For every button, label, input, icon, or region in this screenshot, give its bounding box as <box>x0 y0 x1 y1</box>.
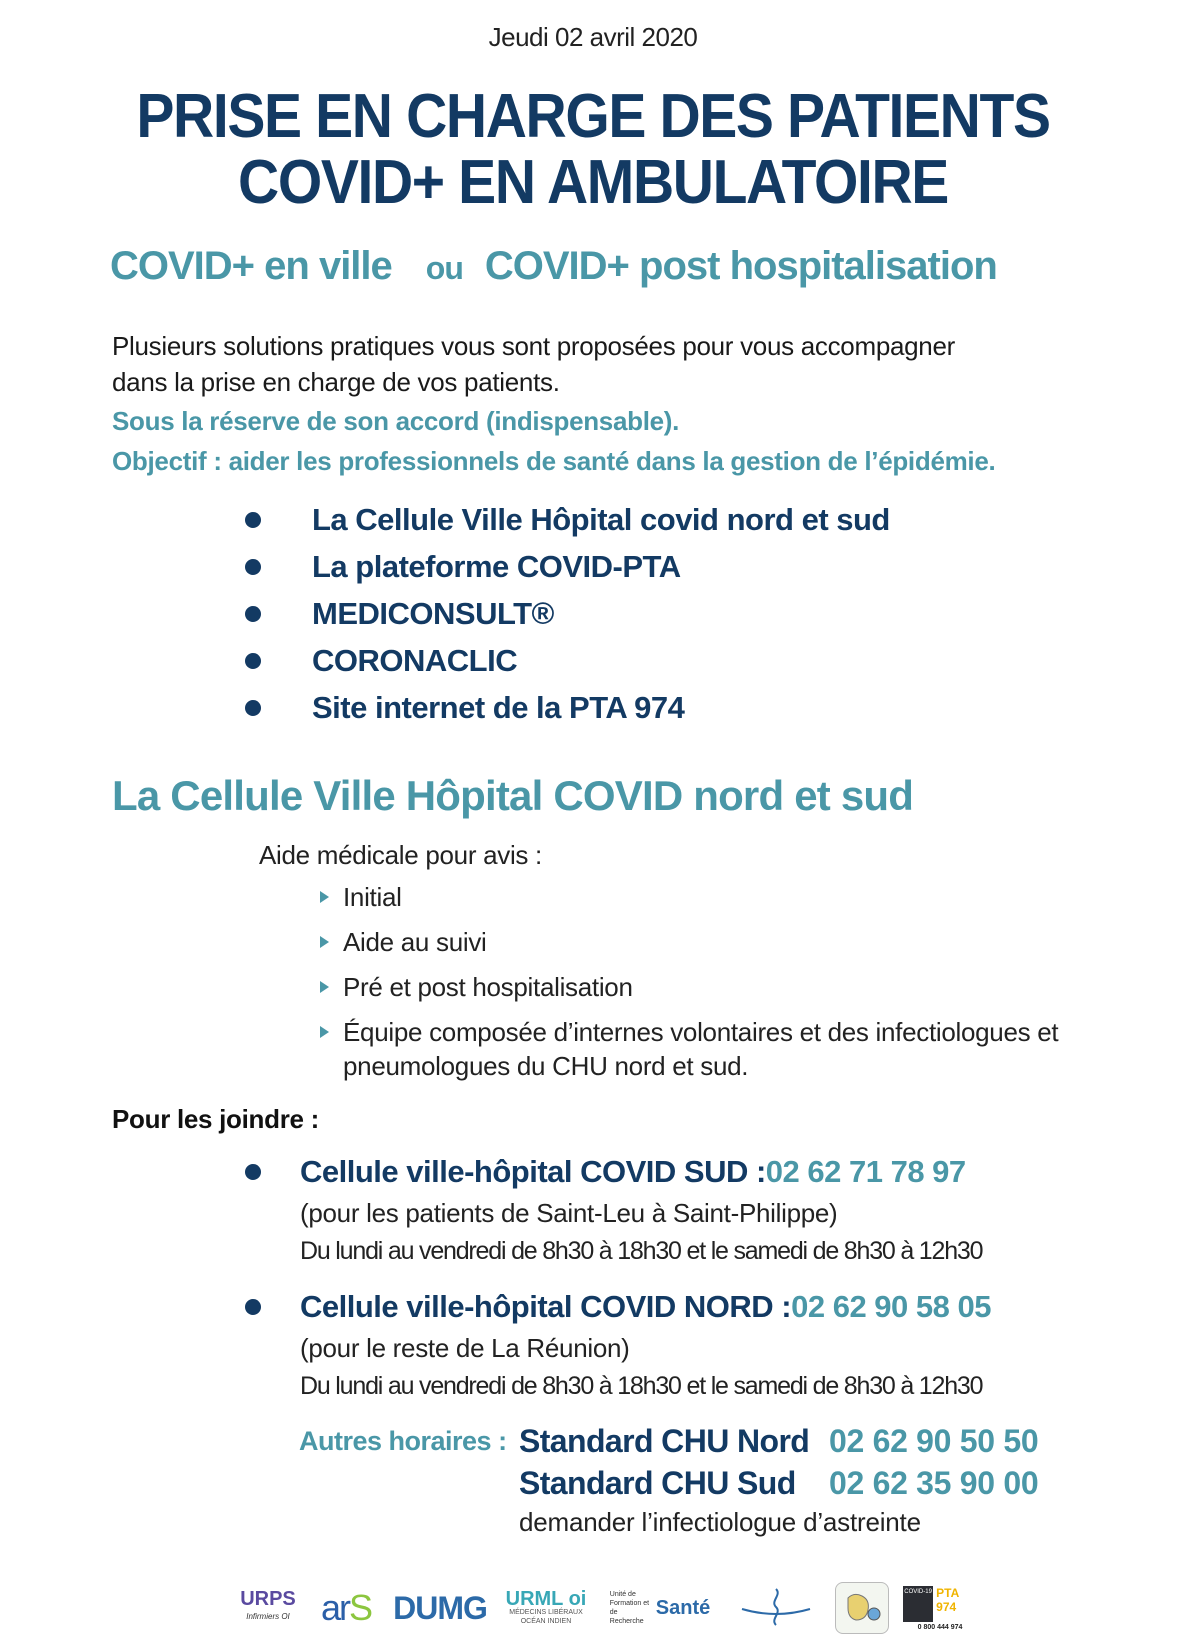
intro-line-2: dans la prise en charge de vos patients. <box>112 367 560 397</box>
other-hours-label: Autres horaires : <box>299 1425 507 1456</box>
intro-line-1: Plusieurs solutions pratiques vous sont proposées pour vous accompagner <box>112 331 955 361</box>
contact-sud-phone[interactable]: 02 62 71 78 97 <box>765 1154 966 1189</box>
document-date: Jeudi 02 avril 2020 <box>488 22 698 52</box>
ars-logo-s: S <box>349 1587 372 1628</box>
contact-nord-name: Cellule ville-hôpital COVID NORD : <box>300 1289 792 1324</box>
contact-nord <box>245 1285 991 1405</box>
pta-logo-phone: 0 800 444 974 <box>917 1623 963 1631</box>
contact-nord-hours: Du lundi au vendredi de 8h30 à 18h30 et le samedi de 8h30 à 12h30 <box>300 1372 983 1400</box>
section-title: La Cellule Ville Hôpital COVID nord et sud <box>112 772 914 819</box>
ufr-sante-logo <box>603 1590 717 1626</box>
triangle-bullet-icon <box>320 981 329 993</box>
main-title-line-1: PRISE EN CHARGE DES PATIENTS <box>136 82 1050 151</box>
standard-sud-phone[interactable]: 02 62 35 90 00 <box>829 1464 1039 1501</box>
aide-item <box>320 970 1063 1004</box>
contact-sud <box>245 1150 982 1270</box>
pta-logo-name: PTA 974 <box>936 1585 959 1614</box>
aide-item-label: Initial <box>343 882 402 912</box>
intro-objectif: Objectif : aider les professionnels de santé dans la gestion de l’épidémie. <box>112 446 996 476</box>
standard-sud-row <box>299 1462 1038 1504</box>
caduceus-icon <box>736 1585 816 1631</box>
bullet-icon <box>245 653 261 669</box>
aide-item <box>320 925 1063 959</box>
urml-logo-text: URML oi <box>505 1588 587 1610</box>
solution-label: La plateforme COVID-PTA <box>312 548 681 584</box>
ars-logo <box>315 1587 377 1629</box>
contact-nord-scope: (pour le reste de La Réunion) <box>300 1333 630 1363</box>
aide-list <box>320 880 1063 1094</box>
reunion-map-logo <box>835 1582 889 1634</box>
standard-nord-phone[interactable]: 02 62 90 50 50 <box>829 1422 1039 1459</box>
solution-label: La Cellule Ville Hôpital covid nord et sud <box>312 501 890 537</box>
standard-nord-row <box>299 1420 1038 1462</box>
urps-logo-sub: Infirmiers OI <box>246 1612 290 1621</box>
subtitle-right: COVID+ post hospitalisation <box>484 244 997 288</box>
ars-logo-a: ar <box>320 1587 349 1628</box>
bullet-icon <box>245 700 261 716</box>
other-hours-note: demander l’infectiologue d’astreinte <box>519 1507 921 1537</box>
ufr-logo-text: Santé <box>655 1596 711 1619</box>
contact-nord-phone[interactable]: 02 62 90 58 05 <box>791 1289 991 1324</box>
aide-item-label: Pré et post hospitalisation <box>343 972 633 1002</box>
solution-item <box>245 684 890 731</box>
aide-item <box>320 880 1063 914</box>
bullet-icon <box>245 1299 261 1315</box>
pta-logo-covid: COVID-19 <box>903 1586 933 1622</box>
ordre-medecins-logo <box>731 1583 821 1633</box>
dumg-logo: DUMG <box>393 1589 487 1626</box>
aide-item-label: Équipe composée d’internes volontaires et des infectiologues et pneumologues du CHU nord et sud. <box>343 1017 1059 1081</box>
triangle-bullet-icon <box>320 1026 329 1038</box>
solution-item <box>245 543 890 590</box>
contact-sud-name: Cellule ville-hôpital COVID SUD : <box>300 1154 766 1189</box>
pta-logo-box <box>903 1586 977 1622</box>
contact-sud-scope: (pour les patients de Saint-Leu à Saint-Philippe) <box>300 1198 838 1228</box>
bullet-icon <box>245 606 261 622</box>
other-hours <box>299 1420 1038 1540</box>
bullet-icon <box>245 512 261 528</box>
solution-label: CORONACLIC <box>312 642 518 678</box>
solutions-list <box>245 496 890 731</box>
solution-label: MEDICONSULT® <box>312 595 554 631</box>
urml-logo <box>503 1590 589 1626</box>
contact-sud-header <box>245 1150 982 1194</box>
bullet-icon <box>245 559 261 575</box>
aide-label: Aide médicale pour avis : <box>259 840 542 870</box>
partner-logos <box>235 1578 991 1638</box>
solution-item <box>245 637 890 684</box>
contact-nord-header <box>245 1285 991 1329</box>
solution-label: Site internet de la PTA 974 <box>312 689 685 725</box>
bullet-icon <box>245 1164 261 1180</box>
standard-sud-name: Standard CHU Sud <box>519 1464 796 1501</box>
contact-heading: Pour les joindre : <box>112 1104 319 1134</box>
subtitle-or: ou <box>425 250 463 286</box>
pta974-logo <box>903 1586 977 1631</box>
triangle-bullet-icon <box>320 891 329 903</box>
main-title-line-2: COVID+ EN AMBULATOIRE <box>238 148 948 217</box>
aide-item-label: Aide au suivi <box>343 927 487 957</box>
urps-logo-text: URPS <box>240 1588 296 1610</box>
standard-nord-name: Standard CHU Nord <box>519 1422 810 1459</box>
solution-item <box>245 496 890 543</box>
urps-logo <box>235 1590 301 1626</box>
intro-reserve: Sous la réserve de son accord (indispensable). <box>112 406 680 436</box>
ufr-logo-sub: Unité de Formation et de Recherche <box>609 1591 650 1625</box>
contact-sud-hours: Du lundi au vendredi de 8h30 à 18h30 et le samedi de 8h30 à 12h30 <box>300 1237 983 1265</box>
island-map-icon <box>840 1588 884 1628</box>
urml-logo-sub: MÉDECINS LIBÉRAUX OCÉAN INDIEN <box>509 1609 583 1625</box>
aide-item <box>320 1015 1063 1083</box>
triangle-bullet-icon <box>320 936 329 948</box>
subtitle <box>110 244 997 289</box>
subtitle-left: COVID+ en ville <box>110 244 392 288</box>
solution-item <box>245 590 890 637</box>
